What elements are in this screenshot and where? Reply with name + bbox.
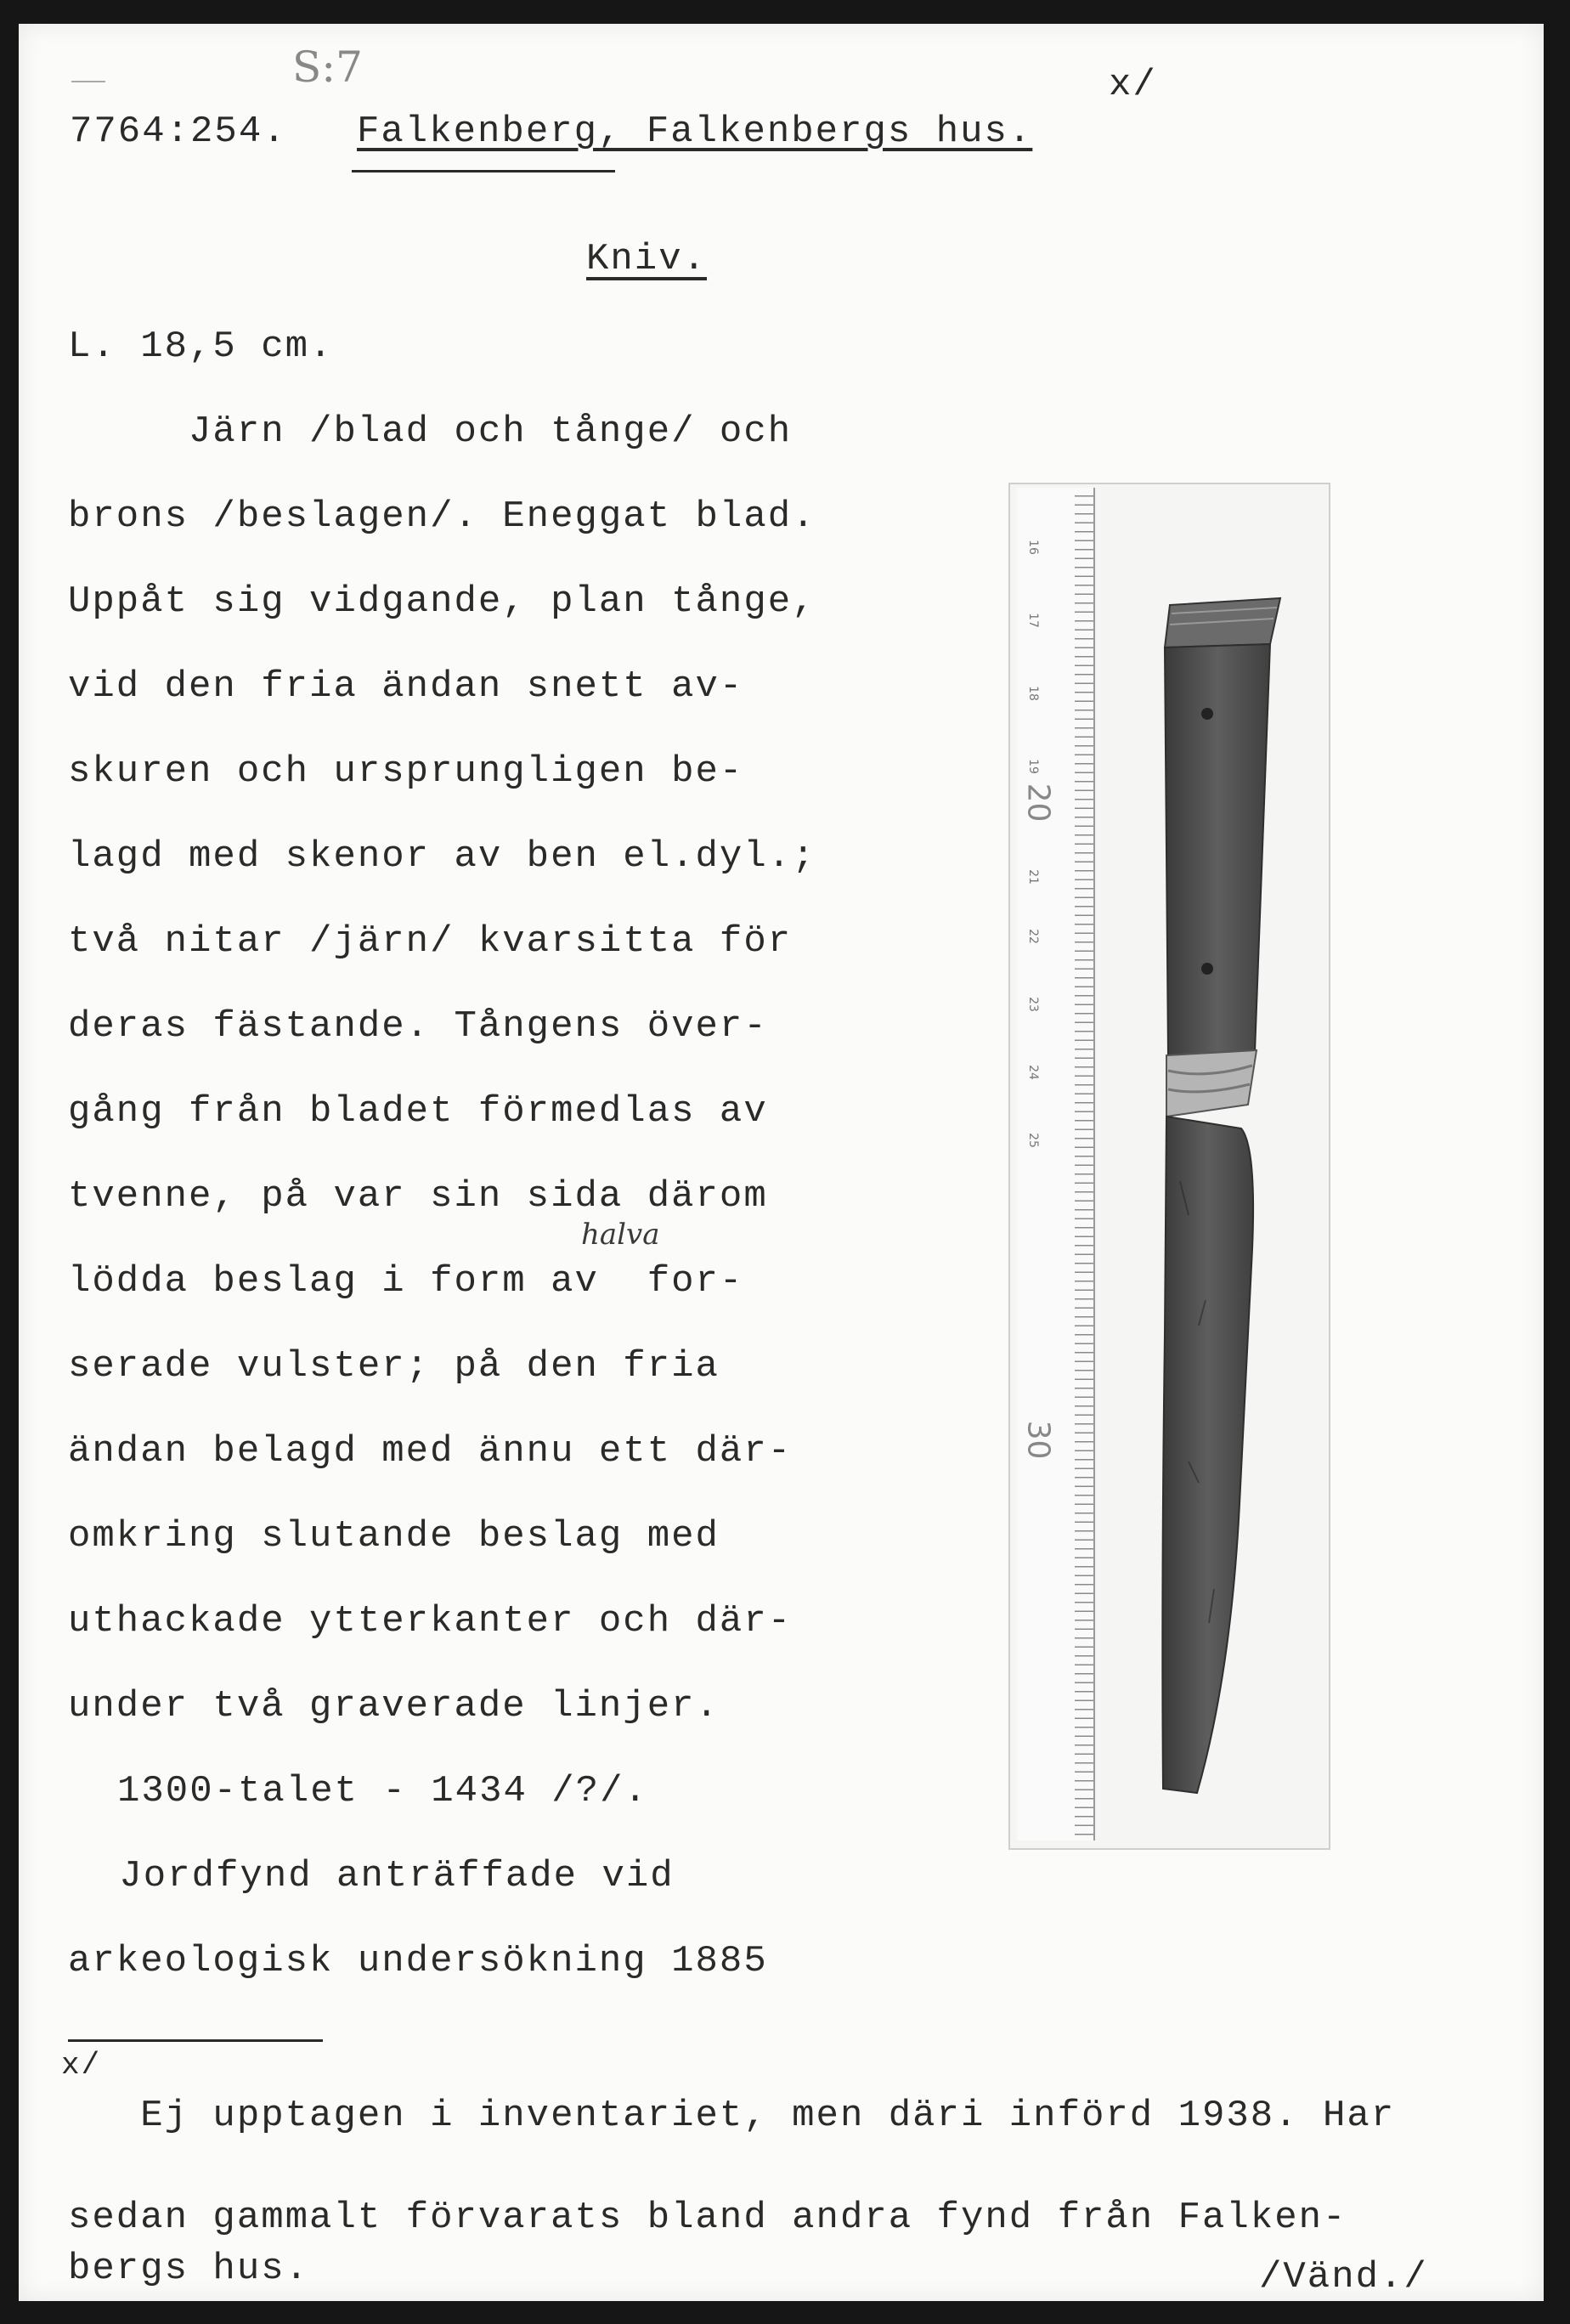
ruler-label-large: 20	[1020, 783, 1056, 823]
faint-dash	[71, 81, 105, 82]
find-info-line: Jordfynd anträffade vid	[95, 1855, 675, 1897]
catalog-number: 7764:254.	[70, 110, 287, 153]
description-line: Järn /blad och tånge/ och	[68, 410, 793, 453]
knife-photograph	[1008, 483, 1330, 1850]
description-line: uthackade ytterkanter och där-	[68, 1600, 793, 1643]
footnote-line: Ej upptagen i inventariet, men däri införd 1938. Har	[68, 2095, 1396, 2137]
object-title: Kniv.	[586, 238, 708, 280]
description-line: omkring slutande beslag med	[68, 1515, 720, 1558]
description-line: gång från bladet förmedlas av	[68, 1090, 768, 1133]
turn-over-note: /Vänd./	[1259, 2256, 1428, 2299]
footnote-line: sedan gammalt förvarats bland andra fynd från Falken-	[68, 2197, 1347, 2239]
footnote-marker: x/	[61, 2048, 102, 2083]
description-line: Uppåt sig vidgande, plan tånge,	[68, 580, 816, 623]
end-fitting	[1165, 598, 1280, 647]
description-line: brons /beslagen/. Eneggat blad.	[68, 495, 816, 538]
description-line: vid den fria ändan snett av-	[68, 665, 744, 708]
dating: 1300-talet - 1434 /?/.	[117, 1770, 648, 1812]
description-line: serade vulster; på den fria	[68, 1345, 720, 1388]
ruler-label-large: 30	[1020, 1420, 1056, 1460]
footnote-line: bergs hus.	[68, 2248, 310, 2290]
description-line: ändan belagd med ännu ett där-	[68, 1430, 793, 1473]
knife-blade	[1162, 1117, 1253, 1793]
ruler-label: 24	[1025, 1065, 1040, 1080]
find-info-line: arkeologisk undersökning 1885	[68, 1940, 768, 1982]
footnote-reference-mark: x/	[1109, 64, 1157, 106]
description-line: tvenne, på var sin sida därom	[68, 1175, 768, 1218]
ruler-label: 21	[1025, 869, 1040, 885]
knife-tang	[1165, 644, 1270, 1055]
ruler-label: 25	[1025, 1133, 1040, 1148]
description-line: lödda beslag i form av for-	[68, 1260, 744, 1303]
catalog-card	[19, 24, 1544, 2301]
rivet	[1201, 963, 1213, 975]
ruler-label: 22	[1025, 929, 1040, 944]
rivet	[1201, 708, 1213, 720]
description-line: lagd med skenor av ben el.dyl.;	[68, 835, 816, 878]
find-location: Falkenberg, Falkenbergs hus.	[357, 110, 1033, 153]
location-rule	[352, 170, 615, 172]
description-line: under två graverade linjer.	[68, 1685, 720, 1727]
knife-image	[1010, 484, 1329, 1848]
bronze-collar	[1166, 1050, 1257, 1117]
handwritten-number: S:7	[292, 42, 363, 92]
description-line: skuren och ursprungligen be-	[68, 750, 744, 793]
description-line: två nitar /järn/ kvarsitta för	[68, 920, 793, 963]
ruler-label: 23	[1025, 997, 1040, 1012]
ruler-label: 16	[1025, 540, 1040, 555]
footnote-divider	[68, 2039, 323, 2042]
object-length: L. 18,5 cm.	[68, 325, 334, 368]
ruler-label: 18	[1025, 686, 1040, 701]
ruler-label: 19	[1025, 759, 1040, 774]
ruler-label: 17	[1025, 613, 1040, 628]
description-line: deras fästande. Tångens över-	[68, 1005, 768, 1048]
handwritten-insertion: halva	[581, 1218, 660, 1252]
